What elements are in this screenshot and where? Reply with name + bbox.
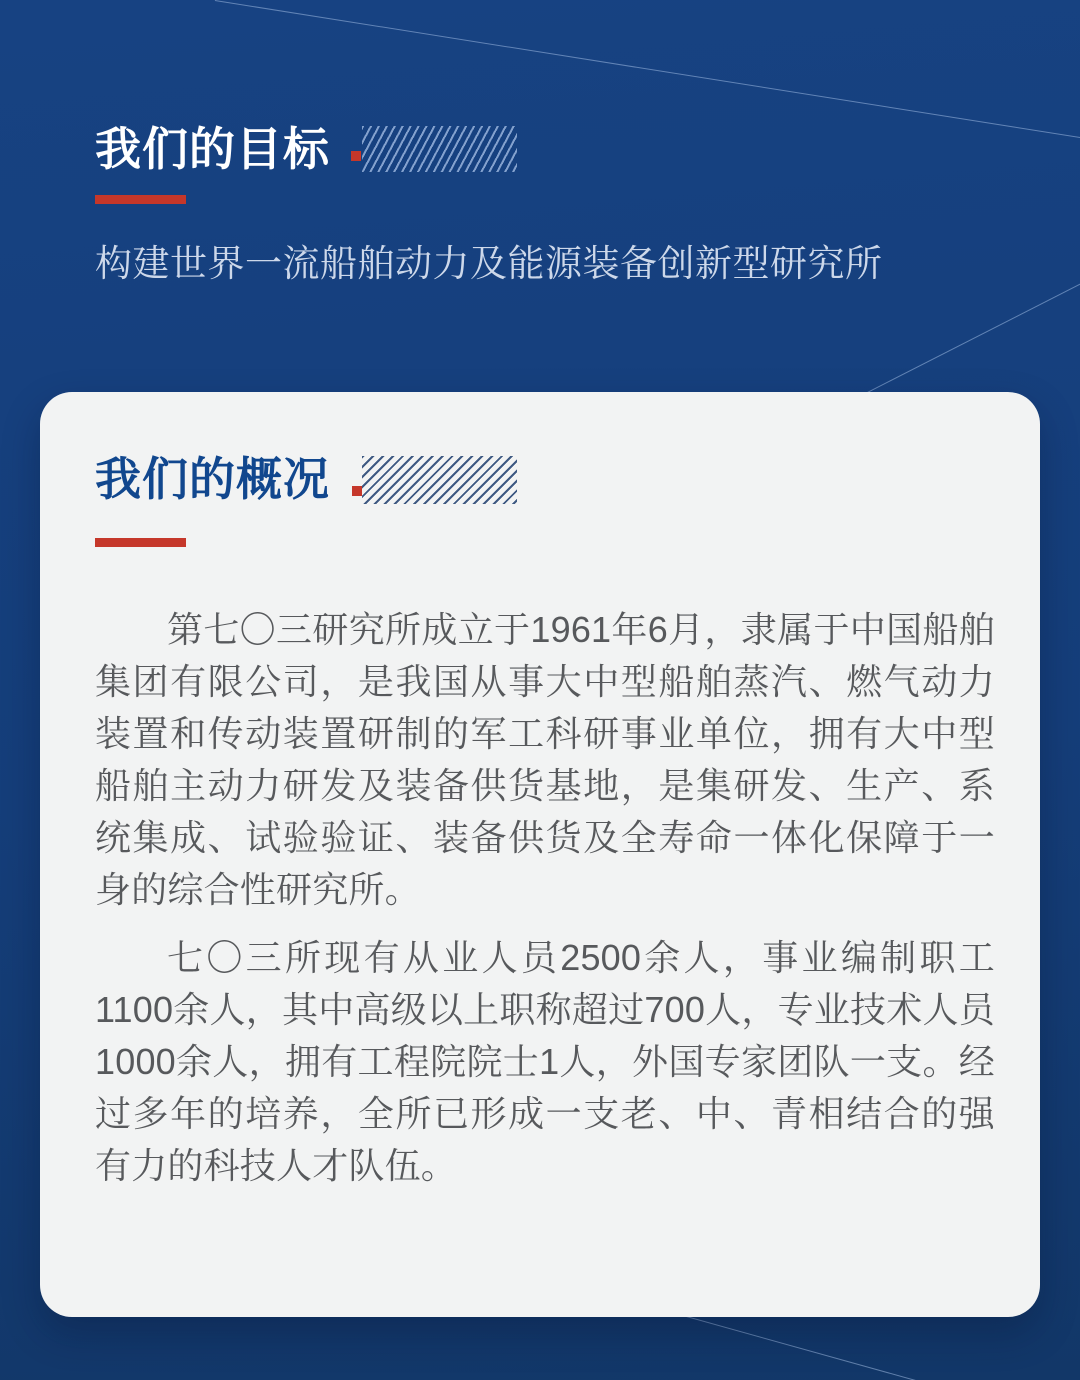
red-square-decoration [352,486,362,496]
overview-paragraph-staff: 七〇三所现有从业人员2500余人，事业编制职工1100余人，其中高级以上职称超过700人，专业技术人员1000余人，拥有工程院院士1人，外国专家团队一支。经过多年的培养，全所已形成一支老、中、青相结合的强有力的科技人才队伍。 [95,937,995,1186]
overview-paragraph-history: 第七〇三研究所成立于1961年6月，隶属于中国船舶集团有限公司，是我国从事大中型船舶蒸汽、燃气动力装置和传动装置研制的军工科研事业单位，拥有大中型船舶主动力研发及装备供货基地，是集研发、生产、系统集成、试验验证、装备供货及全寿命一体化保障于一身的综合性研究所。 [95,609,995,910]
red-square-decoration [351,151,361,161]
goal-section-title: 我们的目标 [95,123,330,175]
overview-card [40,392,1040,1317]
hatch-stripes-decoration [362,126,517,172]
overview-body [95,604,995,1208]
red-underline-bar [95,195,186,204]
overview-section-title: 我们的概况 [95,453,330,505]
hatch-stripes-decoration [362,456,517,504]
goal-subtitle: 构建世界一流船舶动力及能源装备创新型研究所 [95,243,883,284]
red-underline-bar [95,538,186,547]
diagonal-line-decoration-top [215,0,1080,145]
